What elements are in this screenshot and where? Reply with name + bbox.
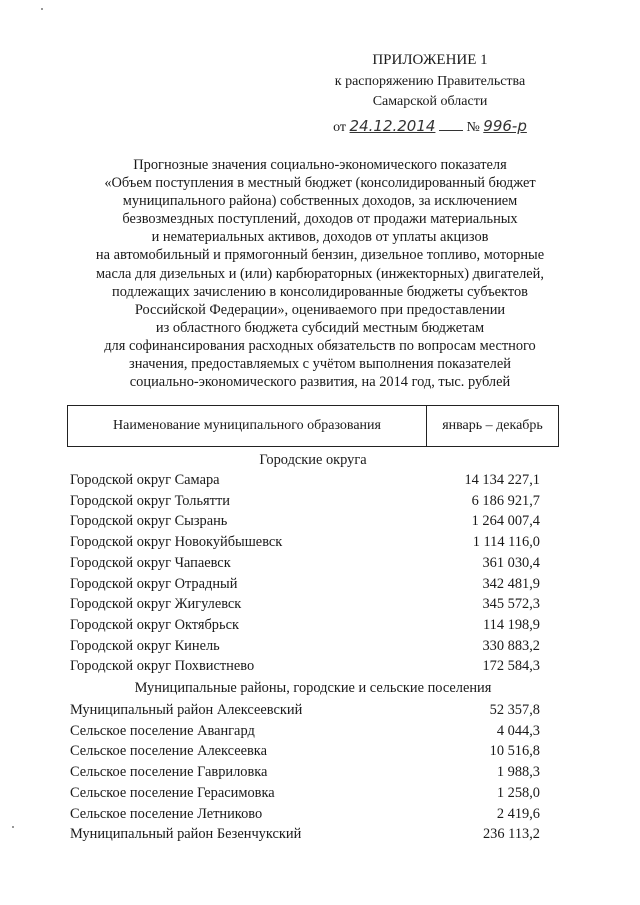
title-line: значения, предоставляемых с учётом выполнения показателей (129, 356, 511, 373)
section-title-municipal-districts: Муниципальные районы, городские и сельские поселения (134, 680, 492, 696)
title-line: муниципального района) собственных доходов, за исключением (122, 193, 518, 210)
table-row (70, 636, 540, 656)
table-row (70, 594, 540, 614)
document-title (50, 156, 590, 391)
row-value: 330 883,2 (482, 637, 540, 654)
column-header-name: Наименование муниципального образования (68, 406, 427, 446)
appendix-region: Самарской области (372, 94, 488, 109)
row-value: 14 134 227,1 (464, 472, 540, 488)
order-date-line (333, 116, 527, 138)
row-value: 52 357,8 (489, 702, 540, 718)
table-row (70, 783, 540, 803)
table-row (70, 656, 540, 676)
title-line: из областного бюджета субсидий местным бюджетам (155, 319, 485, 336)
appendix-header (300, 50, 560, 138)
row-name: Сельское поселение Гавриловка (70, 764, 268, 781)
row-value: 1 264 007,4 (471, 513, 540, 530)
row-value: 1 258,0 (496, 784, 540, 801)
row-name: Муниципальный район Алексеевский (70, 702, 303, 718)
column-header-period: январь – декабрь (442, 418, 543, 433)
row-value: 361 030,4 (482, 554, 540, 571)
row-name: Сельское поселение Герасимовка (70, 784, 275, 801)
table-row (70, 491, 540, 511)
title-line: масла для дизельных и (или) карбюраторных (инжекторных) двигателей, (96, 265, 544, 282)
row-name: Городской округ Сызрань (70, 513, 228, 530)
title-line: на автомобильный и прямогонный бензин, дизельное топливо, моторные (95, 247, 545, 264)
row-name: Сельское поселение Летниково (70, 805, 263, 822)
row-value: 6 186 921,7 (471, 492, 540, 509)
row-name: Городской округ Самара (70, 472, 220, 488)
row-value: 114 198,9 (482, 616, 540, 633)
title-line: социально-экономического развития, на 2014 год, тыс. рублей (129, 374, 511, 391)
scan-speck (12, 826, 14, 828)
row-name: Сельское поселение Авангард (70, 722, 255, 739)
table-row (70, 470, 540, 490)
row-name: Городской округ Похвистнево (70, 658, 255, 675)
row-name: Городской округ Новокуйбышевск (70, 534, 283, 551)
row-name: Сельское поселение Алексеевка (70, 743, 267, 760)
title-line: подлежащих зачислению в консолидированные бюджеты субъектов (112, 283, 528, 300)
table-row (70, 511, 540, 531)
row-name: Городской округ Тольятти (70, 492, 230, 509)
title-line: безвозмездных поступлений, доходов от продажи материальных (122, 211, 518, 228)
row-value: 236 113,2 (482, 826, 540, 843)
row-value: 1 988,3 (496, 764, 540, 781)
title-line: «Объем поступления в местный бюджет (консолидированный бюджет (104, 175, 536, 192)
row-value: 342 481,9 (482, 575, 540, 592)
appendix-title: ПРИЛОЖЕНИЕ 1 (372, 52, 488, 68)
title-line: Российской Федерации», оцениваемого при предоставлении (134, 301, 506, 318)
appendix-to-order: к распоряжению Правительства (334, 74, 526, 89)
order-from-prefix: от (333, 120, 347, 135)
row-name: Городской округ Отрадный (70, 575, 238, 592)
order-date-handwritten: 24.12.2014 (349, 117, 436, 135)
row-value: 2 419,6 (496, 805, 540, 822)
row-value: 10 516,8 (489, 743, 540, 760)
table-row (70, 574, 540, 594)
title-line: Прогнозные значения социально-экономического показателя (133, 157, 507, 173)
title-line: и нематериальных активов, доходов от уплаты акцизов (151, 229, 489, 246)
table-row (70, 721, 540, 741)
row-name: Городской округ Чапаевск (70, 554, 231, 571)
row-name: Городской округ Октябрьск (70, 616, 239, 633)
table-row (70, 553, 540, 573)
row-name: Муниципальный район Безенчукский (70, 826, 302, 843)
row-value: 172 584,3 (482, 658, 540, 675)
row-value: 4 044,3 (496, 722, 540, 739)
title-line: для софинансирования расходных обязательств по вопросам местного (104, 337, 536, 354)
row-name: Городской округ Кинель (70, 637, 220, 654)
order-number-handwritten: 996-р (483, 117, 527, 135)
table-row (70, 824, 540, 844)
table-row (70, 762, 540, 782)
row-value: 345 572,3 (482, 596, 540, 613)
table-row (70, 741, 540, 761)
section-title-city-districts: Городские округа (259, 452, 367, 468)
row-value: 1 114 116,0 (472, 534, 540, 551)
table-row (70, 700, 540, 720)
order-number-prefix: № (466, 120, 480, 135)
table-row (70, 532, 540, 552)
table-row (70, 615, 540, 635)
table-row (70, 804, 540, 824)
table-header (67, 405, 559, 447)
scan-speck (41, 8, 43, 10)
row-name: Городской округ Жигулевск (70, 596, 242, 613)
